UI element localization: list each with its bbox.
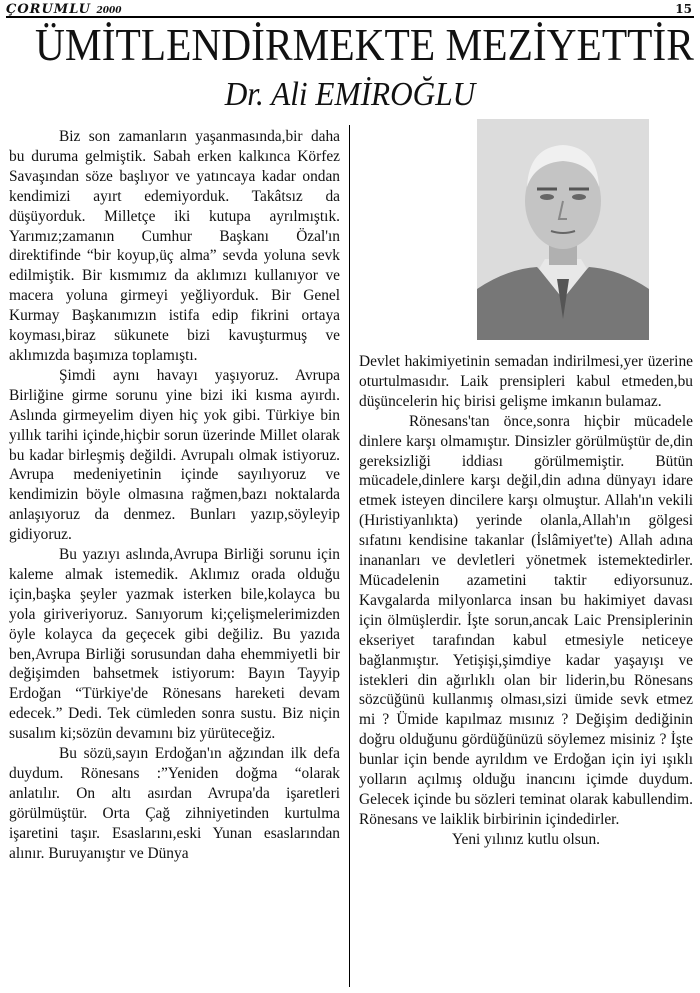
right-column	[359, 352, 693, 850]
left-column	[9, 127, 340, 864]
page-header	[6, 2, 694, 16]
paragraph: Şimdi aynı havayı yaşıyoruz. Avrupa Birliğine girme sorunu yine bizi iki kısma ayırdı. Aslında girmeyelim diyen hiç yok gibi. Türkiye bin yıllık tarihi içinde,hiçbir sorun üzerinde Millet olarak bu kadar birleşmiş değildi. Avrupalı olmak istiyoruz. Avrupa medeniyetinin içinde sayılıyoruz ve kendimizin böyle olmasına rağmen,bazı noktalarda anlaşıyoruz da denmez. Bunları yazıp,söyleyip gidiyoruz.	[9, 366, 340, 544]
page-number: 15	[675, 2, 692, 16]
paragraph: Biz son zamanların yaşanmasında,bir daha bu duruma gelmiştik. Sabah erken kalkınca Körfez Savaşından söze başlıyor ve yatıncaya kadar ondan kendimizi ayırt edemiyorduk. Takâtsız da düşüyorduk. Milletçe iki kutupa ayrılmıştık. Yarımız;zamanın Cumhur Başkanı Özal'ın direktifinde “bir koyup,üç alma” sevda yoluna sevk edilmiştik. Bir kısmımız da aklımızı kullanıyor ve macera yoluna girmeyi yeğliyorduk. Bir Genel Kurmay Başkanımızın istifa edip fikrini ortaya koyması,biraz sükunete bizi kavuşturmuş ve aklımızda başımıza toplamıştı.	[9, 128, 340, 364]
column-divider	[349, 125, 350, 987]
closing-line: Yeni yılınız kutlu olsun.	[451, 830, 601, 848]
author-photo	[477, 119, 649, 340]
paragraph: Bu yazıyı aslında,Avrupa Birliği sorunu için kaleme almak istemedik. Aklımız orada olduğu için,başka şeyler yazmak isterken bile,kolayca bu yola giriveriyoruz. Sanıyorum ki;çelişmelerimizden öyle kolayca da geçecek gibi değiliz. Bu yazıda ben,Avrupa Birliği sorusundan daha ehemmiyetli bir değişimden bahsetmek istiyorum: Bayın Tayyip Erdoğan “Türkiye'de Rönesans hareketi devam edecek.” Dedi. Tek cümleden sonra sustu. Biz niçin susalım ki;sözün devamını biz yürüteceğiz.	[9, 546, 340, 743]
paragraph: Devlet hakimiyetinin semadan indirilmesi,yer üzerine oturtulmasıdır. Laik prensipleri kabul etmeden,bu düşüncelerin hiç birisi gelişme imkanın bulamaz.	[359, 353, 693, 410]
paragraph: Rönesans'tan önce,sonra hiçbir mücadele dinlere karşı olmamıştır. Dinsizler görülmüştür de,din gereksizliği iddiası görülmemiştir. Bütün mücadele,dinlere karşı değil,din adına dünyayı idare etmek isteyen dincilere karşı olmuştur. Allah'ın vekili (Hıristiyanlıkta) yerinde olanla,Allah'ın gölgesi sıfatını kendisine takanlar (İslâmiyet'te) Allah adına inananları ve devletleri yönetmek istemektedirler. Mücadelenin azametini taktir ediyorsunuz. Kavgalarda milyonlarca insan bu hakimiyet davası için ölmüşlerdir. İşte sorun,ancak Laic Prensiplerinin ekseriyet tarafından kabul etmesiyle neticeye bağlanmıştır. Yetişişi,şimdiye kadar yaşayışı ve istekleri din ağırlıklı olan bir liderin,bu Rönesans sözcüğünü kullanmış olması,sizi ümide sevk etmez mi ? Ümide kapılmaz mısınız ? Değişim dediğinin doğru olduğunu gördüğünüzü söylemez misiniz ? İşte bunlar için bende ayrıldım ve Erdoğan için iyi ışıklı yolların açılmış olduğu inancını içimde duydum. Gelecek içinde bu sözleri teminat olarak kabullendim. Rönesans ve laiklik birbirinin içindedirler.	[359, 412, 693, 828]
masthead-year: 2000	[96, 6, 122, 16]
paragraph: Bu sözü,sayın Erdoğan'ın ağzından ilk defa duydum. Rönesans :”Yeniden doğma “olarak anlatılır. On altı asırdan Avrupa'da işaretleri görülmüştür. Orta Çağ zihniyetinden kurtulma işaretini taşır. Esaslarını,eski Yunan esaslarından alınır. Buruyanıştır ve Dünya	[9, 745, 340, 862]
portrait-photo-icon	[477, 119, 649, 340]
header-rule	[6, 16, 694, 18]
article-author: Dr. Ali EMİROĞLU	[224, 76, 476, 113]
masthead-name: ÇORUMLU	[6, 2, 91, 17]
masthead	[6, 2, 122, 17]
article-title: ÜMİTLENDİRMEKTE MEZİYETTİR	[35, 19, 694, 70]
